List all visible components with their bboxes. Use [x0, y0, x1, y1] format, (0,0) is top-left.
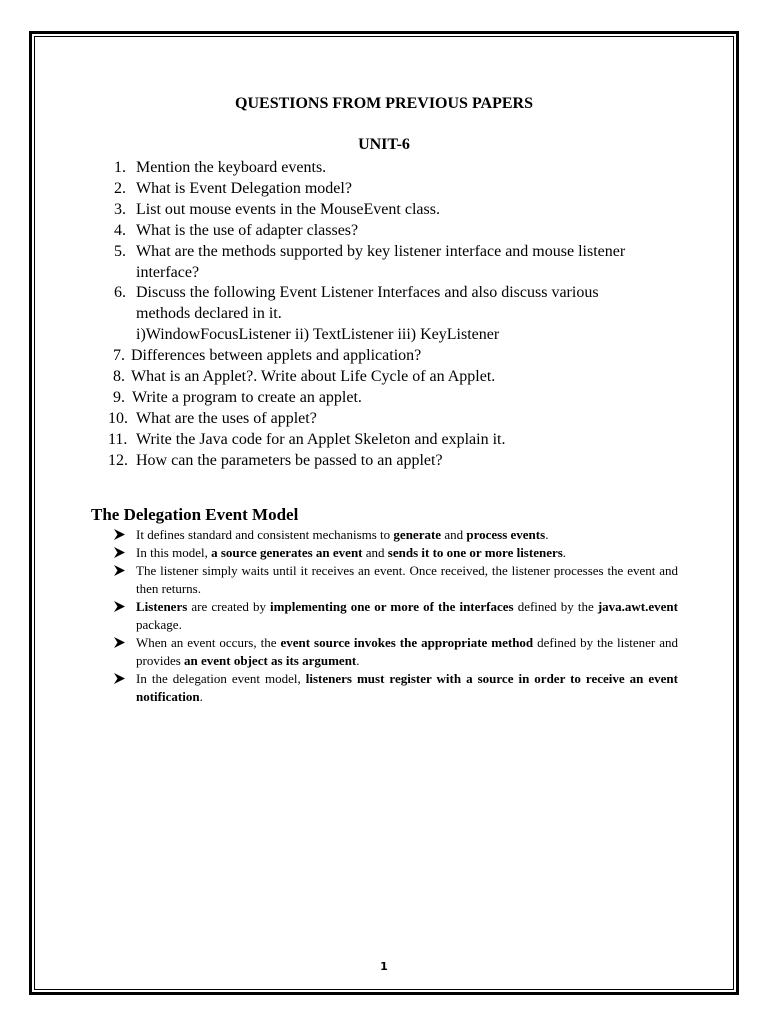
question-text: Write the Java code for an Applet Skeleton and explain it.: [136, 431, 506, 448]
bullet-text: [136, 598, 678, 634]
bullet-text-run: The listener simply waits until it receives an event. Once received, the listener processes the event and then returns.: [136, 563, 678, 596]
question-number: 2.: [114, 180, 126, 197]
question-text: methods declared in it.: [136, 305, 282, 322]
question-text: Differences between applets and application?: [131, 347, 422, 364]
bullet-text-run: are created by: [187, 599, 271, 614]
bullet-text-bold: event source invokes the appropriate method: [280, 635, 534, 650]
arrowhead-bullet-icon: [114, 526, 128, 540]
bullet-text: [136, 670, 678, 706]
bullet-text-bold: listeners must register with a source in order to receive an event notification: [136, 671, 678, 704]
question-number: 6.: [114, 284, 126, 301]
question-number: 12.: [108, 452, 128, 469]
bullet-text-run: In this model,: [136, 545, 212, 560]
bullet-text-run: and: [441, 527, 467, 542]
question-text: List out mouse events in the MouseEvent class.: [136, 201, 440, 218]
question-number: 4.: [114, 222, 126, 239]
question-text: Write a program to create an applet.: [132, 389, 362, 406]
question-text: interface?: [136, 264, 200, 281]
arrowhead-bullet-icon: [114, 598, 128, 612]
bullet-text-run: When an event occurs, the: [136, 635, 281, 650]
question-text: How can the parameters be passed to an applet?: [136, 452, 443, 469]
question-text: What are the uses of applet?: [136, 410, 317, 427]
question-text: Mention the keyboard events.: [136, 159, 327, 176]
bullet-text-bold: process events: [466, 527, 546, 542]
question-number: 7.: [113, 347, 125, 364]
arrowhead-bullet-icon: [114, 634, 128, 648]
bullet-text-run: In the delegation event model,: [136, 671, 306, 686]
question-text: What is Event Delegation model?: [136, 180, 352, 197]
question-text: Discuss the following Event Listener Interfaces and also discuss various: [136, 284, 599, 301]
bullet-text-run: package.: [136, 617, 182, 632]
question-number: 9.: [113, 389, 125, 406]
question-text: What is the use of adapter classes?: [136, 222, 359, 239]
bullet-text-run: .: [545, 527, 549, 542]
bullet-text-bold: Listeners: [136, 599, 188, 614]
question-number: 10.: [108, 410, 128, 427]
bullet-text: [136, 526, 678, 544]
bullet-text-run: defined by the: [513, 599, 598, 614]
bullet-text-run: .: [199, 689, 203, 704]
question-number: 5.: [114, 243, 126, 260]
bullet-text-run: .: [562, 545, 567, 560]
arrowhead-bullet-icon: [114, 670, 128, 684]
bullet-text: [136, 634, 678, 670]
question-text: What is an Applet?. Write about Life Cycle of an Applet.: [131, 368, 496, 385]
bullet-text-run: It defines standard and consistent mechanisms to: [136, 527, 394, 542]
question-number: 8.: [113, 368, 125, 385]
bullet-text-run: defined by the listener and provides: [136, 635, 678, 668]
arrowhead-bullet-icon: [114, 544, 128, 558]
question-text: What are the methods supported by key listener interface and mouse listener: [136, 243, 626, 260]
question-number: 3.: [114, 201, 126, 218]
unit-title: UNIT-6: [358, 136, 410, 153]
question-number: 11.: [108, 431, 128, 448]
bullet-text: [136, 562, 678, 598]
arrowhead-bullet-icon: [114, 562, 128, 576]
bullet-text-run: .: [356, 653, 360, 668]
bullet-text-bold: an event object as its argument: [184, 653, 357, 668]
question-text: i)WindowFocusListener ii) TextListener iii) KeyListener: [136, 326, 500, 343]
question-number: 1.: [114, 159, 126, 176]
bullet-text-bold: java.awt.event: [597, 599, 678, 614]
bullet-text-bold: implementing one or more of the interfaces: [270, 599, 514, 614]
bullet-text-run: and: [362, 545, 388, 560]
bullet-text: [136, 544, 678, 562]
page-number: 1: [380, 960, 388, 973]
bullet-text-bold: a source generates an event: [211, 545, 363, 560]
bullet-text-bold: sends it to one or more listeners: [387, 545, 563, 560]
page-heading: QUESTIONS FROM PREVIOUS PAPERS: [235, 95, 533, 112]
section-title: The Delegation Event Model: [91, 505, 299, 524]
bullet-text-bold: generate: [393, 527, 442, 542]
